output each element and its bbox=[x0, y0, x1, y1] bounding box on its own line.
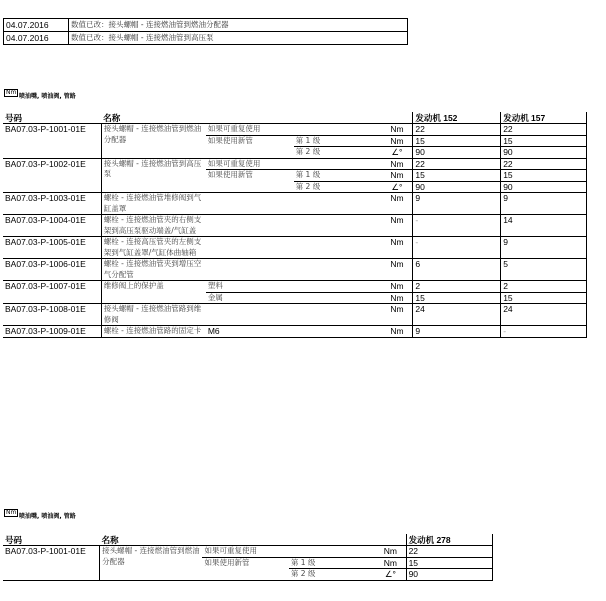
stage-level bbox=[294, 292, 382, 304]
part-name: 接头螺帽 - 连接燃油管到燃油分配器 bbox=[101, 124, 206, 159]
header-blank bbox=[382, 112, 413, 124]
stage-level: 第 2 级 bbox=[294, 147, 382, 159]
value-engine-a: 22 bbox=[413, 158, 501, 170]
table-row bbox=[3, 281, 587, 293]
table-row bbox=[3, 304, 587, 326]
section-title: 喷油嘴, 喷油阀, 管路 bbox=[19, 93, 76, 100]
unit: Nm bbox=[382, 135, 413, 147]
value-engine-b: 15 bbox=[501, 135, 587, 147]
value-engine-a: 2 bbox=[413, 281, 501, 293]
condition: 如果可重复使用 bbox=[204, 546, 257, 555]
part-name: 接头螺帽 - 连接燃油管到高压泵 bbox=[101, 158, 206, 193]
part-number: BA07.03-P-1004-01E bbox=[3, 215, 101, 237]
header-engine-278: 发动机 278 bbox=[406, 534, 492, 546]
part-number: BA07.03-P-1002-01E bbox=[3, 158, 101, 193]
condition: 金属 bbox=[206, 292, 294, 304]
value-engine-a: 90 bbox=[413, 147, 501, 159]
stage-level bbox=[294, 193, 382, 215]
part-number: BA07.03-P-1005-01E bbox=[3, 237, 101, 259]
value-engine-a: 15 bbox=[413, 170, 501, 182]
table-row bbox=[3, 158, 587, 170]
header-engine-157: 发动机 157 bbox=[501, 112, 587, 124]
header-id: 号码 bbox=[3, 534, 100, 546]
torque-nm-icon: Nm bbox=[6, 509, 17, 516]
unit: Nm bbox=[390, 281, 404, 291]
unit: ∠° bbox=[382, 147, 413, 159]
condition bbox=[206, 237, 294, 259]
condition: 塑料 bbox=[207, 281, 223, 290]
stage-level bbox=[294, 281, 382, 293]
condition bbox=[206, 181, 294, 193]
part-number: BA07.03-P-1009-01E bbox=[3, 326, 101, 338]
value-engine-a: - bbox=[413, 215, 501, 237]
part-number: BA07.03-P-1001-01E bbox=[3, 546, 100, 581]
part-number: BA07.03-P-1003-01E bbox=[3, 193, 101, 215]
condition bbox=[202, 569, 288, 581]
header-blank bbox=[375, 534, 406, 546]
stage-level: 第 1 级 bbox=[294, 135, 382, 147]
unit: Nm bbox=[382, 304, 413, 326]
unit: Nm bbox=[382, 292, 413, 304]
header-name: 名称 bbox=[101, 112, 206, 124]
header-blank bbox=[202, 534, 288, 546]
condition: M6 bbox=[206, 326, 294, 338]
change-log-table bbox=[3, 18, 408, 45]
condition: 如果可重复使用 bbox=[207, 124, 261, 133]
part-name: 接头螺帽 - 连接燃油管到燃油分配器 bbox=[100, 546, 203, 581]
value-engine-b: 24 bbox=[501, 304, 587, 326]
stage-level bbox=[294, 237, 382, 259]
value-engine-b: 5 bbox=[501, 259, 587, 281]
value-engine-b: 15 bbox=[501, 292, 587, 304]
stage-level bbox=[294, 304, 382, 326]
value-engine-a: - bbox=[413, 237, 501, 259]
stage-level bbox=[294, 158, 382, 170]
change-date: 04.07.2016 bbox=[4, 19, 69, 32]
unit: Nm bbox=[390, 124, 404, 134]
stage-level: 第 2 级 bbox=[289, 569, 375, 581]
table-row bbox=[3, 124, 587, 136]
change-date: 04.07.2016 bbox=[4, 32, 69, 45]
value-engine-b: 22 bbox=[501, 158, 587, 170]
value-engine-a: 15 bbox=[406, 557, 492, 569]
value-engine-b: 9 bbox=[501, 237, 587, 259]
unit: Nm bbox=[382, 237, 413, 259]
cut-off-header bbox=[3, 0, 63, 2]
unit: Nm bbox=[383, 546, 398, 556]
header-id: 号码 bbox=[3, 112, 101, 124]
change-row bbox=[4, 19, 408, 32]
header-blank bbox=[206, 112, 294, 124]
header-blank bbox=[294, 112, 382, 124]
value-engine-a: 22 bbox=[413, 124, 501, 136]
part-number: BA07.03-P-1007-01E bbox=[3, 281, 101, 304]
change-row bbox=[4, 32, 408, 45]
header-engine-152: 发动机 152 bbox=[413, 112, 501, 124]
value-engine-a: 6 bbox=[413, 259, 501, 281]
stage-level: 第 2 级 bbox=[294, 181, 382, 193]
header-blank bbox=[289, 534, 375, 546]
table-row bbox=[3, 193, 587, 215]
condition bbox=[206, 215, 294, 237]
change-text: 数值已改：接头螺帽 - 连接燃油管到燃油分配器 bbox=[69, 19, 408, 32]
table-row bbox=[3, 326, 587, 338]
stage-level bbox=[294, 215, 382, 237]
value-engine-b: 14 bbox=[501, 215, 587, 237]
unit: Nm bbox=[382, 193, 413, 215]
value-engine-b: - bbox=[501, 326, 587, 338]
value-engine-b: 9 bbox=[501, 193, 587, 215]
stage-level bbox=[289, 546, 375, 558]
condition: 如果使用新管 bbox=[206, 135, 294, 147]
unit: Nm bbox=[382, 326, 413, 338]
table-row bbox=[3, 215, 587, 237]
condition: 如果使用新管 bbox=[206, 170, 294, 182]
unit: ∠° bbox=[382, 181, 413, 193]
part-name: 螺栓 - 连接燃油管堆修阀到气缸盖罩 bbox=[101, 193, 206, 215]
part-name: 维修阀上的保护盖 bbox=[101, 281, 206, 304]
value-engine-a: 24 bbox=[413, 304, 501, 326]
condition bbox=[206, 259, 294, 281]
value-engine-a: 15 bbox=[413, 292, 501, 304]
part-name: 螺栓 - 连接燃油管夹到增压空气分配管 bbox=[101, 259, 206, 281]
value-engine-b: 90 bbox=[501, 147, 587, 159]
value-engine-b: 90 bbox=[501, 181, 587, 193]
unit: Nm bbox=[390, 158, 404, 169]
value-engine-a: 15 bbox=[413, 135, 501, 147]
stage-level bbox=[294, 124, 382, 136]
value-engine-a: 9 bbox=[413, 193, 501, 215]
value-engine-b: 22 bbox=[501, 124, 587, 136]
condition bbox=[206, 304, 294, 326]
unit: Nm bbox=[375, 557, 406, 569]
stage-level: 第 1 级 bbox=[294, 170, 382, 182]
part-number: BA07.03-P-1001-01E bbox=[3, 124, 101, 159]
condition bbox=[206, 147, 294, 159]
value-engine-b: 15 bbox=[501, 170, 587, 182]
part-number: BA07.03-P-1008-01E bbox=[3, 304, 101, 326]
part-name: 接头螺帽 - 连接燃油管路到维修阀 bbox=[101, 304, 206, 326]
torque-spec-table-278 bbox=[3, 534, 493, 581]
unit: ∠° bbox=[375, 569, 406, 581]
value-engine-b: 2 bbox=[501, 281, 587, 293]
torque-nm-icon: Nm bbox=[6, 89, 17, 96]
unit: Nm bbox=[382, 215, 413, 237]
stage-level bbox=[294, 259, 382, 281]
stage-level: 第 1 级 bbox=[289, 557, 375, 569]
condition: 如果使用新管 bbox=[202, 557, 288, 569]
value-engine-a: 9 bbox=[413, 326, 501, 338]
stage-level bbox=[294, 326, 382, 338]
unit: Nm bbox=[382, 259, 413, 281]
change-text: 数值已改：接头螺帽 - 连接燃油管到高压泵 bbox=[69, 32, 408, 45]
table-row bbox=[3, 237, 587, 259]
header-name: 名称 bbox=[100, 534, 203, 546]
section-title: 喷油嘴, 喷油阀, 管路 bbox=[19, 513, 76, 520]
part-name: 螺栓 - 连接燃油管夹的右侧支架到高压泵驱动端盖/气缸盖 bbox=[101, 215, 206, 237]
condition bbox=[206, 193, 294, 215]
part-number: BA07.03-P-1006-01E bbox=[3, 259, 101, 281]
condition: 如果可重复使用 bbox=[207, 158, 261, 168]
value-engine-a: 90 bbox=[413, 181, 501, 193]
part-name: 螺栓 - 连接燃油管路的固定卡 bbox=[101, 326, 206, 338]
unit: Nm bbox=[382, 170, 413, 182]
torque-spec-table-152-157 bbox=[3, 112, 587, 338]
value-engine-a: 22 bbox=[406, 546, 492, 558]
value-engine-a: 90 bbox=[406, 569, 492, 581]
part-name: 螺栓 - 连接高压管夹的左侧支架到气缸盖罩/气缸体曲轴箱 bbox=[101, 237, 206, 259]
table-row bbox=[3, 546, 493, 558]
table-row bbox=[3, 259, 587, 281]
